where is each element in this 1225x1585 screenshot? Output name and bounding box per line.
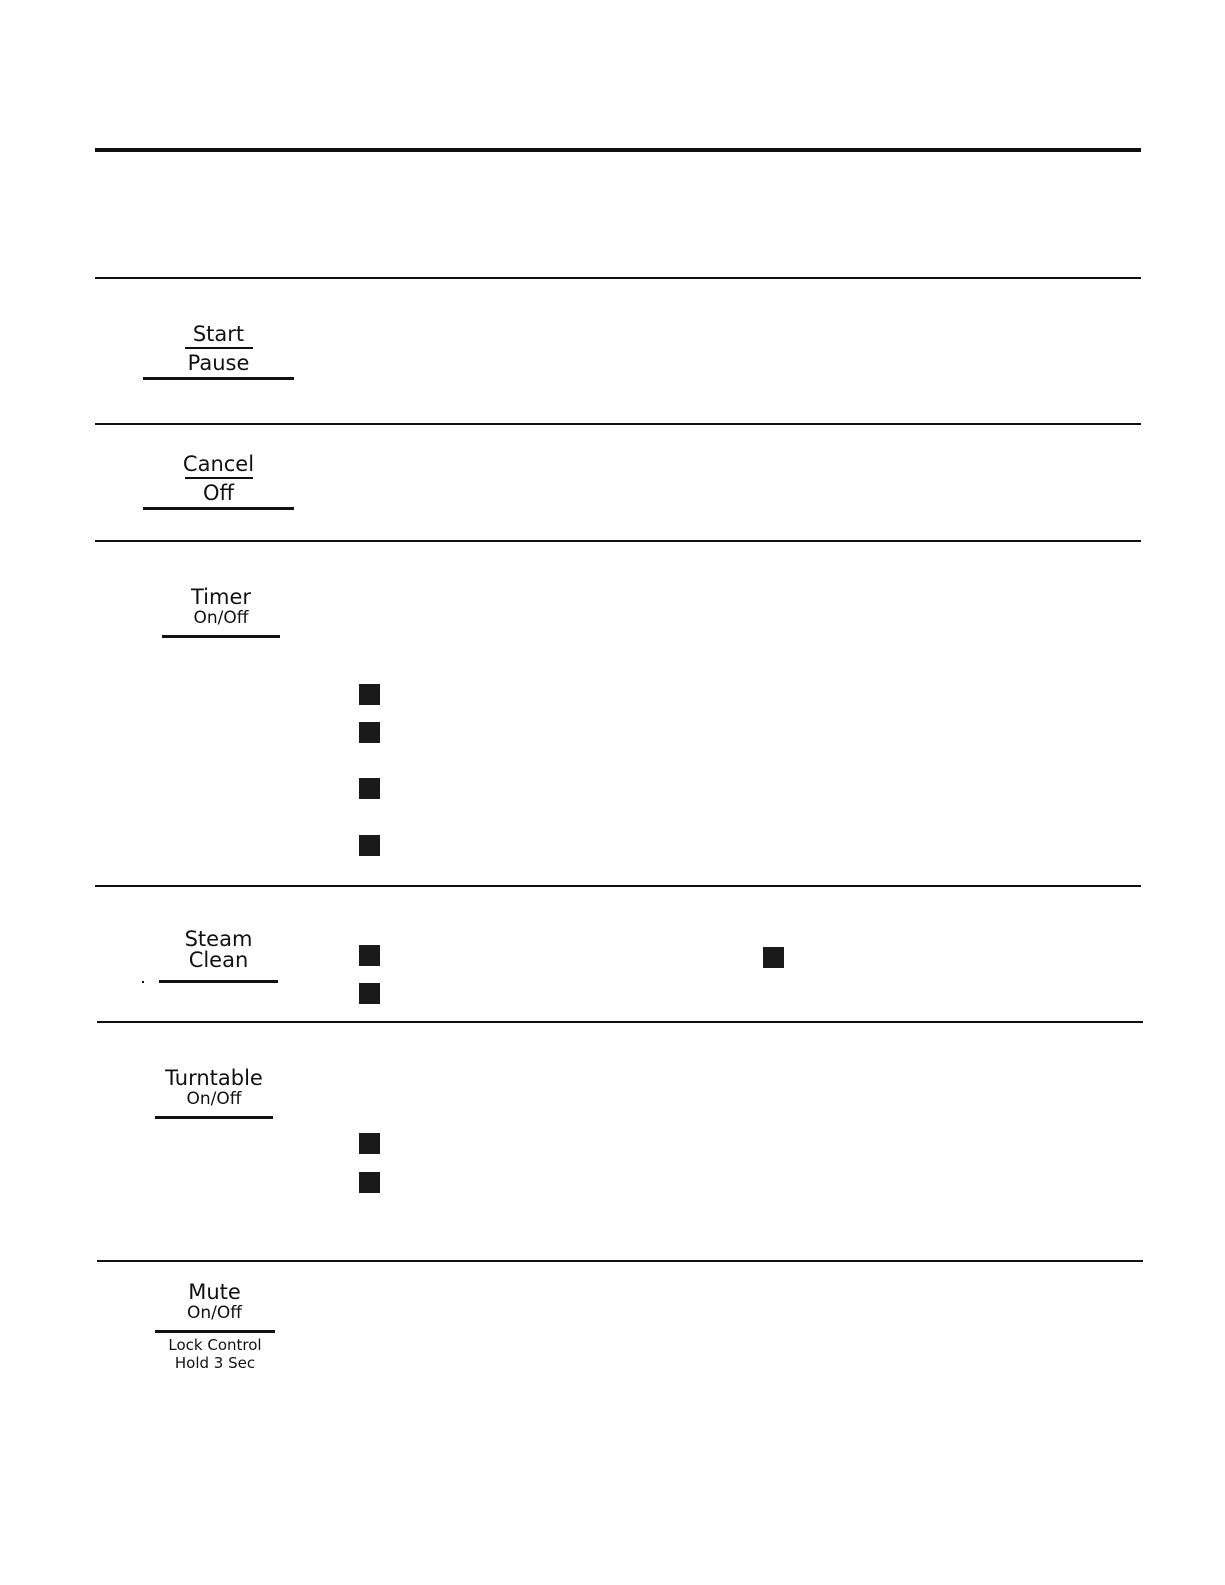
mute-label: Mute xyxy=(188,1280,241,1304)
section-divider xyxy=(97,1021,1143,1023)
section-divider xyxy=(97,1260,1143,1262)
section-divider xyxy=(95,540,1141,542)
key-underline xyxy=(155,1330,275,1333)
section-divider xyxy=(95,423,1141,425)
step-marker xyxy=(359,835,380,856)
step-marker xyxy=(359,722,380,743)
step-marker xyxy=(359,778,380,799)
speck xyxy=(142,981,144,983)
turntable-onoff-label: On/Off xyxy=(186,1089,242,1110)
mute-key xyxy=(150,1280,279,1324)
section-divider xyxy=(95,885,1141,887)
mute-onoff-label: On/Off xyxy=(187,1303,242,1324)
steam-label: Steam xyxy=(184,927,253,951)
step-marker xyxy=(359,945,380,966)
step-marker xyxy=(359,1172,380,1193)
cancel-label: Cancel xyxy=(182,452,255,476)
key-divider xyxy=(185,477,253,479)
step-marker xyxy=(359,684,380,705)
key-underline xyxy=(155,1116,273,1119)
cancel-off-key xyxy=(143,452,294,505)
step-marker xyxy=(359,983,380,1004)
turntable-label: Turntable xyxy=(165,1066,263,1090)
timer-key xyxy=(162,585,280,629)
key-underline xyxy=(143,507,294,510)
key-underline xyxy=(159,980,278,983)
step-marker xyxy=(763,947,784,968)
start-label: Start xyxy=(192,322,245,346)
timer-label: Timer xyxy=(190,585,252,609)
step-marker xyxy=(359,1133,380,1154)
steam-clean-key xyxy=(159,929,278,971)
key-underline xyxy=(143,377,294,380)
lock-control-label-group xyxy=(145,1336,285,1372)
off-label: Off xyxy=(203,481,234,506)
key-underline xyxy=(162,635,280,638)
section-divider xyxy=(95,277,1141,279)
key-divider xyxy=(185,347,253,349)
timer-onoff-label: On/Off xyxy=(193,608,249,629)
start-pause-key xyxy=(143,322,294,375)
hold-3-sec-label: Hold 3 Sec xyxy=(174,1354,256,1372)
clean-label: Clean xyxy=(188,948,249,972)
header-rule xyxy=(95,148,1141,152)
lock-control-label: Lock Control xyxy=(168,1336,262,1354)
turntable-key xyxy=(150,1066,278,1110)
pause-label: Pause xyxy=(187,351,250,376)
